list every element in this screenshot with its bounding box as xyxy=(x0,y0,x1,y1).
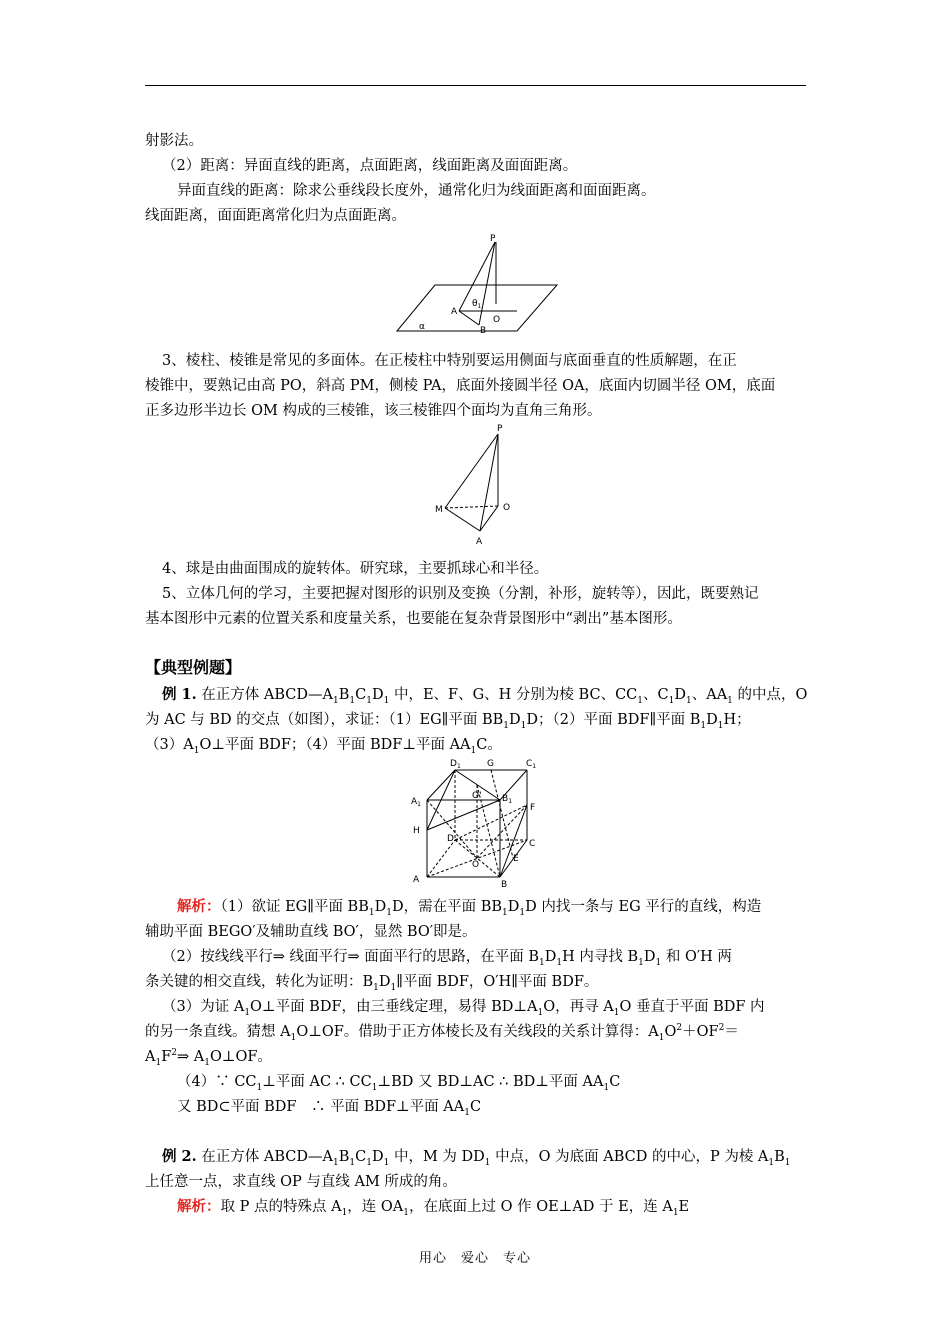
label-h: H xyxy=(413,826,420,836)
example-1-line: 例 1. 在正方体 $ABCD—A_1B_1C_1D_1$ 中，E、F、G、H 分别为棱 BC、$CC_1$、$C_1D_1$、$AA_1$ 的中点，O xyxy=(162,686,808,706)
example-2-line: 例 2. 在正方体 $ABCD—A_1B_1C_1D_1$ 中，M 为 $DD_1$ 中点，O 为底面 ABCD 的中心，P 为棱 $A_1B_1$ xyxy=(162,1148,791,1168)
solution-1-line: （4）∵ $CC_1\perp$平面 AC ∴ $CC_1\perp BD$ 又 BD⊥AC ∴ BD⊥平面 $AA_1C$ xyxy=(177,1074,621,1093)
line-pm xyxy=(445,434,498,508)
label-b: B xyxy=(501,880,508,890)
example-1-line: $(3)A_1O\perp$平面 BDF；（4）平面 BDF⊥平面 $AA_1C$。 xyxy=(145,737,502,756)
label-o-prime: O' xyxy=(472,791,482,801)
figure-plane-projection xyxy=(395,230,565,340)
label-d: D xyxy=(447,834,454,844)
label-o: O xyxy=(472,860,480,870)
page-footer: 用心 爱心 专心 xyxy=(418,1251,531,1266)
label-p: P xyxy=(497,424,503,434)
label-g: G xyxy=(487,759,494,769)
line-ab xyxy=(459,311,479,325)
solution-2-line: 解析：取 P 点的特殊点 $A_1$，连 $OA_1$，在底面上过 O 作 OE⊥AD 于 E，连 $A_1E$ xyxy=(177,1198,690,1218)
text-line: 正多边形半边长 OM 构成的三棱锥，该三棱锥四个面均为直角三角形。 xyxy=(145,403,602,419)
solution-1-line: $A_1F^2\Rightarrow$ $A_1O\perp OF$。 xyxy=(145,1048,272,1068)
label-e: E xyxy=(513,854,519,864)
text-line: 基本图形中元素的位置关系和度量关系，也要能在复杂背景图形中“剥出”基本图形。 xyxy=(145,611,682,627)
text-line: 线面距离，面面距离常化归为点面距离。 xyxy=(145,208,406,224)
label-a: A xyxy=(476,537,483,547)
text-line: 4、球是由曲面围成的旋转体。研究球，主要抓球心和半径。 xyxy=(162,561,549,577)
label-m: M xyxy=(435,505,443,515)
line-pa xyxy=(480,434,498,531)
label-o: O xyxy=(503,503,511,513)
line-mo xyxy=(445,506,498,508)
solution-1-line: （2）按线线平行⇒ 线面平行⇒ 面面平行的思路，在平面 $B_1D_1H$ 内寻找 $B_1D_1$ 和 O′H 两 xyxy=(162,949,732,968)
text-line: 3、棱柱、棱锥是常见的多面体。在正棱柱中特别要运用侧面与底面垂直的性质解题，在正 xyxy=(162,353,737,369)
line-pb xyxy=(479,242,495,325)
text-line: 射影法。 xyxy=(145,133,203,149)
label-c1: $C_1$ xyxy=(526,759,537,770)
label-a1: $A_1$ xyxy=(411,797,421,808)
label-o: O xyxy=(493,315,501,325)
label-d1: $D_1$ xyxy=(450,759,461,770)
solution-1-line: 条关键的相交直线，转化为证明：$B_1D_1\parallel$平面 BDF，O′H∥平面 BDF。 xyxy=(145,974,599,993)
label-a: A xyxy=(413,875,420,885)
solution-1-line: 辅助平面 BEGO′及辅助直线 BO′，显然 BO′即是。 xyxy=(145,924,477,940)
label-theta: $\theta_1$ xyxy=(472,299,482,310)
solution-1-line: 解析：（1）欲证 EG∥平面 $BB_1D_1D$，需在平面 $BB_1D_1D$ 内找一条与 EG 平行的直线，构造 xyxy=(177,898,762,918)
example-1-line: 为 AC 与 BD 的交点（如图），求证：（1）EG∥平面 $BB_1D_1D$；（2）平面 BDF∥平面 $B_1D_1H$； xyxy=(145,712,751,731)
solution-1-line: 又 BD⊂平面 BDF ∴ 平面 BDF⊥平面 $AA_1C$ xyxy=(177,1099,482,1118)
label-c: C xyxy=(529,839,536,849)
line-ma xyxy=(445,508,480,531)
section-heading: 【典型例题】 xyxy=(145,658,242,677)
solution-1-line: 的另一条直线。猜想 $A_1O\perp OF$。借助于正方体棱长及有关线段的关系计算得：$A_1O^2+OF^2=$ xyxy=(145,1023,739,1043)
solution-1-line: （3）为证 $A_1O\perp$平面 BDF，由三垂线定理，易得 $BD\perp A_1O$，再寻 $A_1O$ 垂直于平面 BDF 内 xyxy=(162,999,765,1018)
header-rule xyxy=(145,85,806,86)
figure-cube xyxy=(405,755,550,890)
label-b1: $B_1$ xyxy=(502,794,513,805)
label-a: A xyxy=(451,307,458,317)
label-alpha: α xyxy=(419,322,425,332)
label-b: B xyxy=(480,326,487,336)
example-2-line: 上任意一点，求直线 OP 与直线 AM 所成的角。 xyxy=(145,1174,457,1190)
figure-pyramid xyxy=(425,420,525,550)
label-f: F xyxy=(530,803,536,813)
text-line: （2）距离：异面直线的距离，点面距离，线面距离及面面距离。 xyxy=(162,158,578,174)
text-line: 5、立体几何的学习，主要把握对图形的识别及变换（分割，补形，旋转等），因此，既要熟记 xyxy=(162,586,759,602)
text-line: 棱锥中，要熟记由高 PO，斜高 PM，侧棱 PA，底面外接圆半径 OA，底面内切圆半径 OM，底面 xyxy=(145,378,776,394)
label-p: P xyxy=(490,234,496,244)
text-line: 异面直线的距离：除求公垂线段长度外，通常化归为线面距离和面面距离。 xyxy=(177,183,656,199)
